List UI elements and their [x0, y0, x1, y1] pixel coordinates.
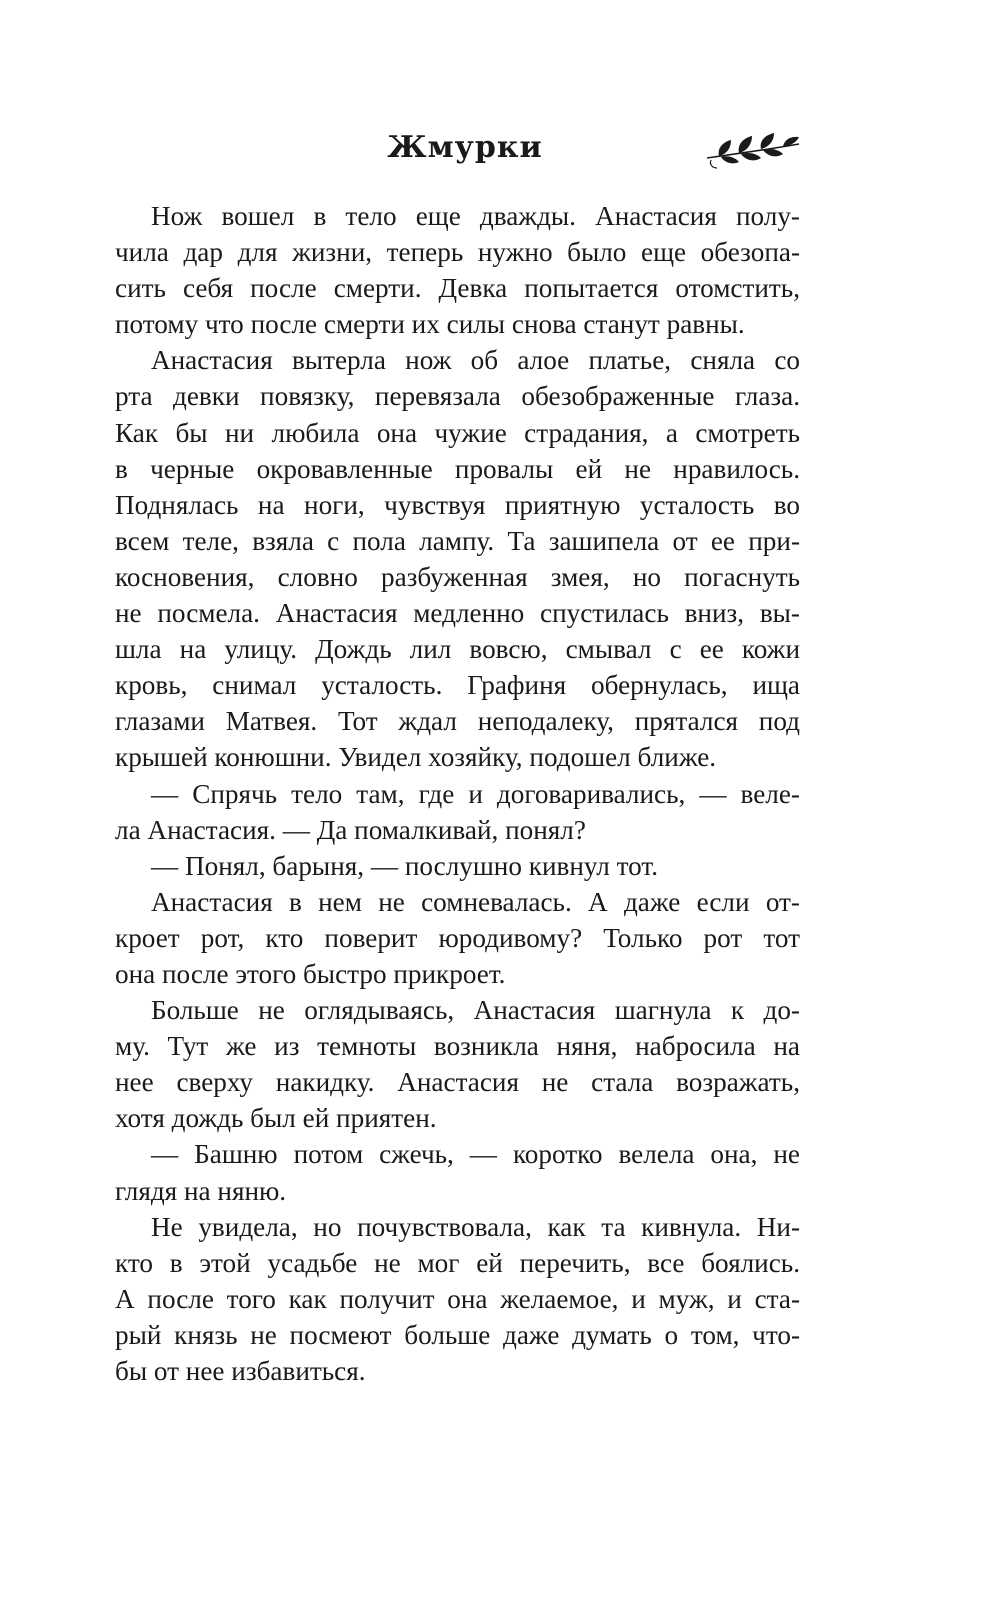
text-line: не посмела. Анастасия медленно спустилась вниз, вы- [115, 598, 800, 629]
text-line: — Понял, барыня, — послушно кивнул тот. [151, 850, 659, 881]
text-line: Поднялась на ноги, чувствуя приятную усталость во [115, 489, 800, 520]
text-line: в черные окровавленные провалы ей не нравилось. [115, 453, 800, 484]
text-line: хотя дождь был ей приятен. [115, 1103, 437, 1134]
text-line: она после этого быстро прикроет. [115, 958, 506, 989]
text-line: му. Тут же из темноты возникла няня, набросила на [115, 1031, 800, 1062]
text-line: бы от нее избавиться. [115, 1356, 366, 1386]
page-title: Жмурки [387, 130, 543, 165]
body-text [115, 198, 800, 1389]
text-line: сить себя после смерти. Девка попытается отомстить, [115, 273, 800, 304]
text-line: Больше не оглядываясь, Анастасия шагнула к до- [151, 995, 800, 1026]
text-line: ла Анастасия. — Да помалкивай, понял? [115, 814, 586, 845]
text-line: потому что после смерти их силы снова станут равны. [115, 309, 745, 340]
leaf-branch-icon [705, 130, 801, 170]
text-line: кровь, снимал усталость. Графиня обернулась, ища [115, 670, 800, 701]
text-line: кто в этой усадьбе не мог ей перечить, все боялись. [115, 1247, 800, 1278]
text-line: — Башню потом сжечь, — коротко велела она, не [151, 1139, 800, 1170]
text-line: нее сверху накидку. Анастасия не стала возражать, [115, 1067, 800, 1098]
text-line: рый князь не посмеют больше даже думать о том, что- [115, 1319, 800, 1350]
text-line: крышей конюшни. Увидел хозяйку, подошел ближе. [115, 742, 717, 773]
text-line: Анастасия вытерла нож об алое платье, сняла со [151, 345, 800, 376]
text-line: рта девки повязку, перевязала обезображенные глаза. [115, 381, 800, 412]
text-line: кроет рот, кто поверит юродивому? Только рот тот [115, 922, 800, 953]
text-line: глазами Матвея. Тот ждал неподалеку, прятался под [115, 706, 800, 737]
text-line: косновения, словно разбуженная змея, но погаснуть [115, 561, 800, 592]
text-line: Не увидела, но почувствовала, как та кивнула. Ни- [151, 1211, 800, 1242]
running-header [0, 126, 1000, 170]
text-line: глядя на няню. [115, 1175, 287, 1206]
text-line: Как бы ни любила она чужие страдания, а смотреть [115, 417, 800, 448]
text-line: — Спрячь тело там, где и договаривались, — веле- [151, 778, 800, 809]
text-line: шла на улицу. Дождь лил вовсю, смывал с ее кожи [115, 634, 800, 665]
text-line: чила дар для жизни, теперь нужно было еще обезопа- [115, 237, 800, 268]
text-line: всем теле, взяла с пола лампу. Та зашипела от ее при- [115, 525, 800, 556]
text-line: А после того как получит она желаемое, и муж, и ста- [115, 1283, 800, 1314]
text-line: Нож вошел в тело еще дважды. Анастасия полу- [151, 201, 800, 231]
text-line: Анастасия в нем не сомневалась. А даже если от- [151, 886, 800, 917]
